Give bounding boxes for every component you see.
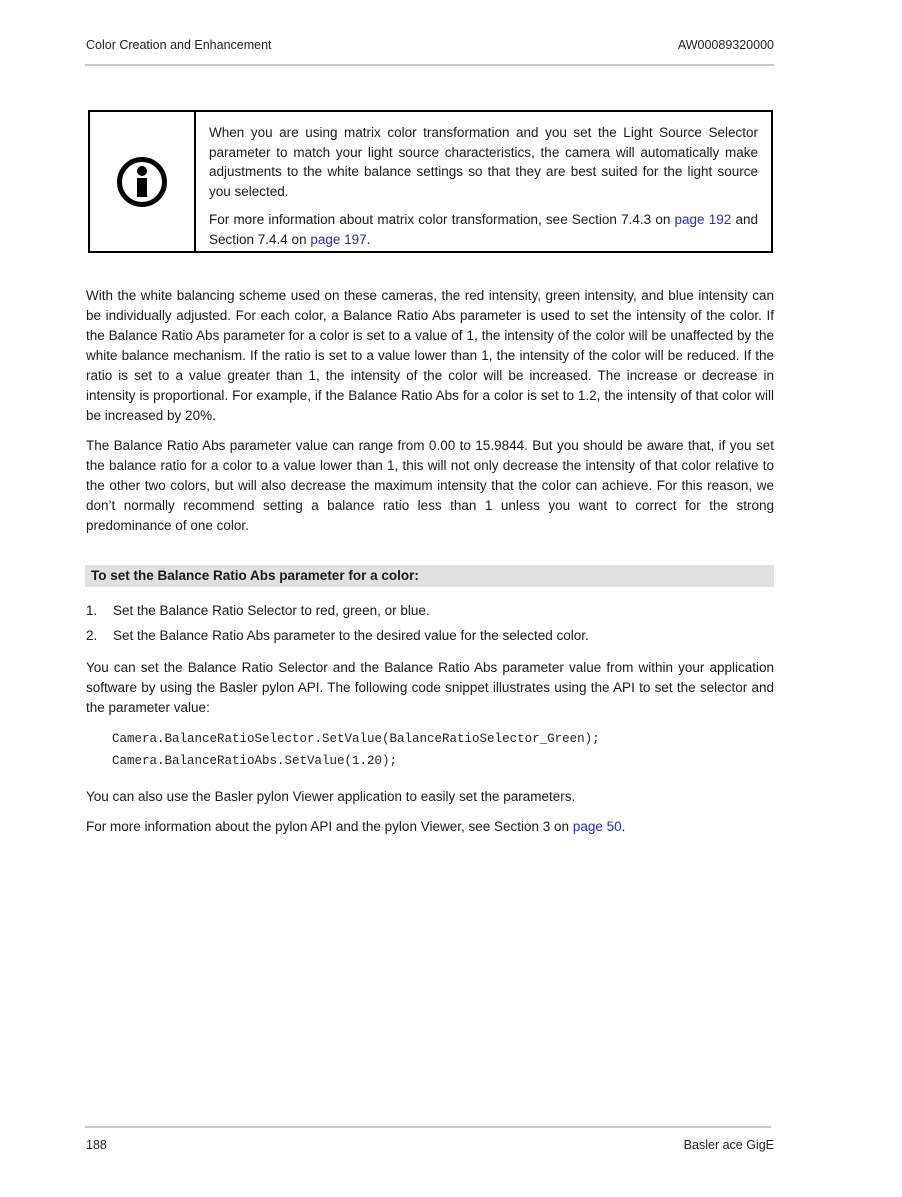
info-icon: [117, 157, 167, 207]
note-icon-cell: [90, 112, 196, 251]
code-line: Camera.BalanceRatioAbs.SetValue(1.20);: [112, 754, 398, 768]
list-item: [86, 626, 774, 646]
para5-text-before: For more information about the pylon API and the pylon Viewer, see Section 3 on: [86, 819, 573, 834]
header-rule: [85, 64, 774, 66]
body-paragraph-2: The Balance Ratio Abs parameter value can range from 0.00 to 15.9844. But you should be aware that, if you set the balance ratio for a color to a value lower than 1, this will not only decrease the intensity of that color relative to the other two colors, but will also decrease the maximum intensity that the color can achieve. For this reason, we don’t normally recommend setting a balance ratio less than 1 unless you want to correct for the strong predominance of one color.: [86, 438, 774, 533]
code-snippet: [86, 728, 774, 772]
procedure-heading: To set the Balance Ratio Abs parameter for a color:: [85, 565, 774, 587]
header-document-id: AW00089320000: [677, 38, 774, 52]
para5-text-after: .: [621, 819, 626, 834]
note-paragraph-2: [209, 210, 758, 249]
note-para2-text-middle: and Section 7.4.4 on: [209, 212, 758, 247]
note-para2-text-after: .: [366, 231, 371, 247]
footer-product-name: Basler ace GigE: [683, 1138, 774, 1152]
code-line: Camera.BalanceRatioSelector.SetValue(BalanceRatioSelector_Green);: [112, 732, 600, 746]
step-number: 2.: [86, 628, 98, 643]
link-page-197[interactable]: page 197: [310, 231, 367, 247]
link-page-50[interactable]: page 50: [572, 819, 622, 834]
body-paragraph-3: You can set the Balance Ratio Selector and the Balance Ratio Abs parameter value from within your application software by using the Basler pylon API. The following code snippet illustrates using the API to set the selector and the parameter value:: [86, 660, 774, 715]
step-text: Set the Balance Ratio Selector to red, green, or blue.: [113, 603, 430, 618]
step-text: Set the Balance Ratio Abs parameter to the desired value for the selected color.: [113, 628, 589, 643]
body-paragraph-1: With the white balancing scheme used on these cameras, the red intensity, green intensity, and blue intensity can be individually adjusted. For each color, a Balance Ratio Abs parameter is used to set the intensity of the color. If the Balance Ratio Abs parameter for a color is set to a value of 1, the intensity of the color will be unaffected by the white balance mechanism. If the ratio is set to a value lower than 1, the intensity of the color will be reduced. If the ratio is set to a value greater than 1, the intensity of the color will be increased. The increase or decrease in intensity is proportional. For example, if the Balance Ratio Abs for a color is set to 1.2, the intensity of that color will be increased by 20%.: [86, 288, 774, 423]
info-icon-dot: [137, 166, 147, 176]
procedure-steps: [86, 601, 774, 646]
footer-rule: [85, 1126, 771, 1128]
info-icon-stem: [137, 178, 147, 197]
note-text-cell: [196, 112, 771, 251]
page-header: [86, 38, 774, 52]
header-section-title: Color Creation and Enhancement: [86, 38, 272, 52]
note-paragraph-1: When you are using matrix color transformation and you set the Light Source Selector parameter to match your light source characteristics, the camera will automatically make adjustments to the white balance settings so that they are best suited for the light source you selected.: [209, 125, 758, 199]
page-footer: [86, 1138, 774, 1152]
footer-page-number: 188: [86, 1138, 107, 1152]
link-page-192[interactable]: page 192: [674, 212, 732, 227]
step-number: 1.: [86, 603, 98, 618]
body-content: [86, 286, 774, 837]
body-paragraph-4: You can also use the Basler pylon Viewer application to easily set the parameters.: [86, 789, 576, 804]
info-note-box: [88, 110, 773, 253]
body-paragraph-5: [86, 817, 774, 837]
list-item: [86, 601, 774, 621]
note-para2-text-before: For more information about matrix color transformation, see Section 7.4.3 on: [209, 212, 675, 227]
